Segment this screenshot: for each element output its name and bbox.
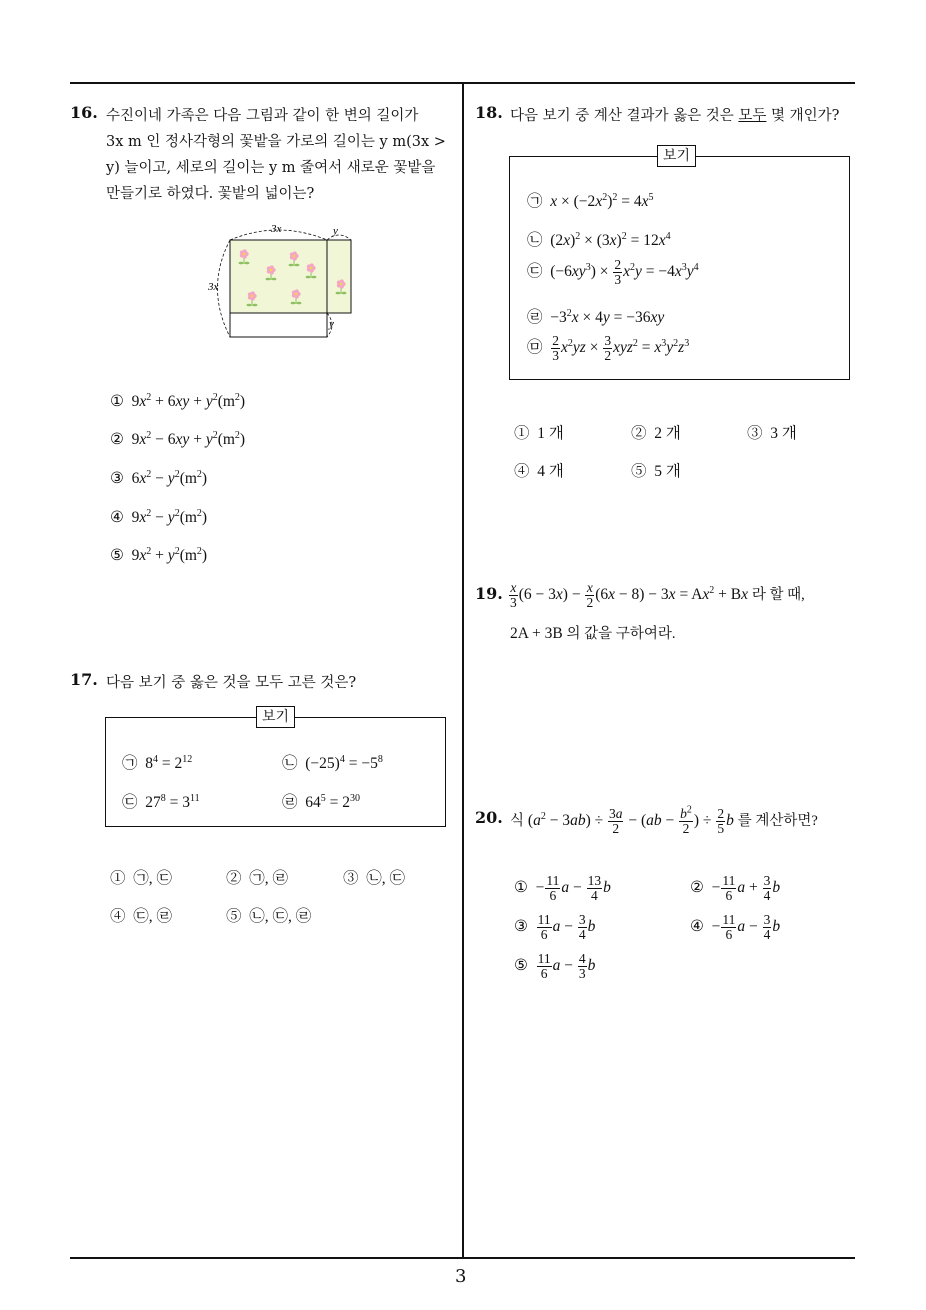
q16-option-5-mark: ⑤ [110, 547, 124, 564]
q16-option-3-math: $6x^2 - y^2(m^2)$ [131, 468, 208, 487]
q20-option-2-mark: ② [690, 879, 704, 897]
right-top-dimension-arc [327, 235, 351, 240]
q18-item-4 [527, 305, 664, 327]
q20-option-5-math: $\frac{11}{6}$ a − $\frac{4}{3}$ b [537, 951, 596, 982]
q18-option-1-mark: ① [514, 425, 530, 442]
q17-option-3[interactable] [343, 866, 405, 888]
q19-number: 19. [475, 584, 503, 603]
q17-option-2-mark: ② [226, 870, 242, 887]
q18-prompt-a: 다음 보기 중 계산 결과가 옳은 것은 [510, 108, 739, 124]
q18-item-1 [527, 189, 654, 211]
q18-item-1-math: $x \times (-2x^2)^2 = 4x^5$ [550, 191, 654, 210]
q17-option-3-text: ㉡, ㉢ [366, 870, 406, 887]
q16-prompt [106, 103, 460, 207]
q20-suffix: 를 계산하면? [737, 813, 818, 830]
q16-option-4[interactable] [110, 508, 207, 527]
q20-option-1-mark: ① [514, 879, 528, 897]
q18-item-4-math: $-3^2x \times 4y = -36xy$ [550, 307, 665, 326]
q20-option-3-math: $\frac{11}{6}$ a − $\frac{3}{4}$ b [537, 912, 596, 943]
q18-item-5-mark: ㉤ [527, 339, 543, 357]
q16-line4: 만들기로 하였다. 꽃밭의 넓이는? [106, 186, 315, 202]
q17-option-1[interactable] [110, 866, 172, 888]
q17-item-3-mark: ㉢ [122, 794, 138, 811]
q16-option-2-math: $9x^2 - 6xy + y^2(m^2)$ [131, 429, 246, 448]
q18-option-5-text: 5 개 [654, 463, 681, 480]
fig-right-top-label: y [333, 225, 338, 237]
q17-item-1-mark: ㉠ [122, 755, 138, 772]
q17-item-4-math: $64^5 = 2^{30}$ [305, 792, 361, 811]
q17-item-1 [122, 751, 192, 773]
q16-line1: 수진이네 가족은 다음 그림과 같이 한 변의 길이가 [106, 108, 419, 124]
fig-left-label: 3x [208, 281, 219, 293]
q18-bogi-label: 보기 [657, 145, 696, 167]
q20-option-4-math: − $\frac{11}{6}$ a − $\frac{3}{4}$ b [711, 912, 781, 943]
q18-option-1[interactable] [514, 421, 564, 443]
q19-equation: $\frac{x}{3}$ (6 − 3x) − $\frac{x}{2}$ $(6x - 8) - 3x = Ax^2 + Bx$ [510, 580, 749, 611]
q16-option-3-mark: ③ [110, 470, 124, 487]
q17-bogi-label: 보기 [256, 706, 295, 728]
q17-item-2-mark: ㉡ [282, 755, 298, 772]
q18-item-3 [527, 258, 699, 287]
q20-prompt-line [510, 804, 818, 837]
q18-option-2[interactable] [631, 421, 681, 443]
q18-item-3-mark: ㉢ [527, 263, 543, 281]
q18-item-2-math: $(2x)^2 \times (3x)^2 = 12x^4$ [550, 230, 671, 249]
q18-item-3-math: $(-6xy^3)$ × $\frac{2}{3}$ $x^2y = -4x^3y^4$ [550, 257, 699, 288]
q17-option-5[interactable] [226, 904, 311, 926]
q18-prompt-b: 몇 개인가? [766, 108, 840, 124]
q17-number: 17. [70, 670, 98, 689]
q16-option-2[interactable] [110, 430, 245, 449]
q17-item-1-math: $8^4 = 2^{12}$ [145, 753, 193, 772]
q18-item-2-mark: ㉡ [527, 232, 543, 249]
q18-item-2 [527, 228, 671, 250]
q16-line3: y) 늘이고, 세로의 길이는 y m 줄여서 새로운 꽃밭을 [106, 160, 436, 176]
q16-option-2-mark: ② [110, 431, 124, 448]
q20-prefix: 식 [510, 813, 525, 830]
q20-option-3-mark: ③ [514, 918, 528, 936]
q17-item-3 [122, 790, 200, 812]
q18-option-3-text: 3 개 [770, 425, 797, 442]
q17-item-4-mark: ㉣ [282, 794, 298, 811]
q20-number: 20. [475, 808, 503, 827]
q18-prompt-underlined: 모두 [738, 108, 767, 124]
q16-line2: 3x m 인 정사각형의 꽃밭을 가로의 길이는 y m(3x > [106, 134, 446, 150]
q16-flowerbed-figure [200, 218, 365, 343]
q18-option-2-text: 2 개 [654, 425, 681, 442]
q17-option-1-text: ㉠, ㉢ [133, 870, 173, 887]
q17-option-5-mark: ⑤ [226, 908, 242, 925]
q17-option-2-text: ㉠, ㉣ [249, 870, 289, 887]
q20-option-5-mark: ⑤ [514, 957, 528, 975]
fig-top-label: 3x [271, 223, 282, 235]
q17-option-3-mark: ③ [343, 870, 359, 887]
q18-item-5 [527, 334, 689, 363]
q19-suffix: 라 할 때, [751, 587, 805, 604]
q16-option-3[interactable] [110, 469, 207, 488]
q17-option-2[interactable] [226, 866, 288, 888]
q18-prompt [510, 104, 839, 125]
q18-number: 18. [475, 103, 503, 122]
q20-expression: $(a^2 - 3ab)$ ÷ $\frac{3a}{2}$ − (ab − $\frac{b^2}{2}$ ) ÷ $\frac{2}{5}$ b [527, 804, 734, 837]
q17-item-2 [282, 751, 383, 773]
fig-right-bottom-label: y [329, 318, 334, 330]
bottom-rule [70, 1257, 855, 1259]
q20-option-3[interactable] [514, 913, 595, 942]
q17-item-2-math: $(-25)^4 = -5^8$ [305, 753, 383, 772]
column-divider [462, 82, 464, 1258]
q20-option-4[interactable] [690, 913, 780, 942]
q20-option-2[interactable] [690, 874, 780, 903]
q17-option-4-mark: ④ [110, 908, 126, 925]
q17-item-3-math: $27^8 = 3^{11}$ [145, 792, 200, 811]
q16-option-5-math: $9x^2 + y^2(m^2)$ [131, 545, 208, 564]
q19-line2 [510, 622, 675, 643]
q18-item-5-math: $\frac{2}{3}$ $x^2yz$ × $\frac{3}{2}$ $xyz^2 = x^3y^2z^3$ [552, 333, 690, 364]
q18-option-5[interactable] [631, 459, 681, 481]
q18-item-1-mark: ㉠ [527, 193, 543, 210]
q17-option-4[interactable] [110, 904, 172, 926]
q18-option-4-mark: ④ [514, 463, 530, 480]
q18-option-3[interactable] [747, 421, 797, 443]
q18-option-5-mark: ⑤ [631, 463, 647, 480]
q20-option-5[interactable] [514, 952, 595, 981]
q17-option-4-text: ㉢, ㉣ [133, 908, 173, 925]
q17-option-5-text: ㉡, ㉢, ㉣ [249, 908, 312, 925]
left-dimension-arc [218, 240, 231, 337]
page-number: 3 [455, 1266, 467, 1287]
q16-option-4-math: $9x^2 - y^2(m^2)$ [131, 507, 208, 526]
q17-option-1-mark: ① [110, 870, 126, 887]
q16-option-1-mark: ① [110, 393, 124, 410]
q20-option-2-math: − $\frac{11}{6}$ a + $\frac{3}{4}$ b [711, 873, 781, 904]
q16-option-5[interactable] [110, 546, 207, 565]
q18-option-4-text: 4 개 [537, 463, 564, 480]
q18-option-4[interactable] [514, 459, 564, 481]
q17-prompt: 다음 보기 중 옳은 것을 모두 고른 것은? [106, 675, 357, 691]
q20-option-1[interactable] [514, 874, 611, 903]
q17-item-4 [282, 790, 360, 812]
q18-option-2-mark: ② [631, 425, 647, 442]
q16-number: 16. [70, 103, 98, 122]
q18-item-4-mark: ㉣ [527, 309, 543, 326]
q16-option-1[interactable] [110, 392, 245, 411]
q16-option-4-mark: ④ [110, 509, 124, 526]
q18-option-3-mark: ③ [747, 425, 763, 442]
q19-line2-expr: 2A + 3B [510, 625, 563, 642]
flowerbed-extension [327, 240, 351, 313]
q20-option-1-math: − $\frac{11}{6}$ a − $\frac{13}{4}$ b [535, 873, 611, 904]
q20-option-4-mark: ④ [690, 918, 704, 936]
q19-equation-line [508, 581, 805, 610]
q18-option-1-text: 1 개 [537, 425, 564, 442]
q16-option-1-math: $9x^2 + 6xy + y^2(m^2)$ [131, 391, 246, 410]
flowerbed-removed-strip [230, 313, 327, 337]
q19-line2-text: 의 값을 구하여라. [566, 626, 676, 642]
